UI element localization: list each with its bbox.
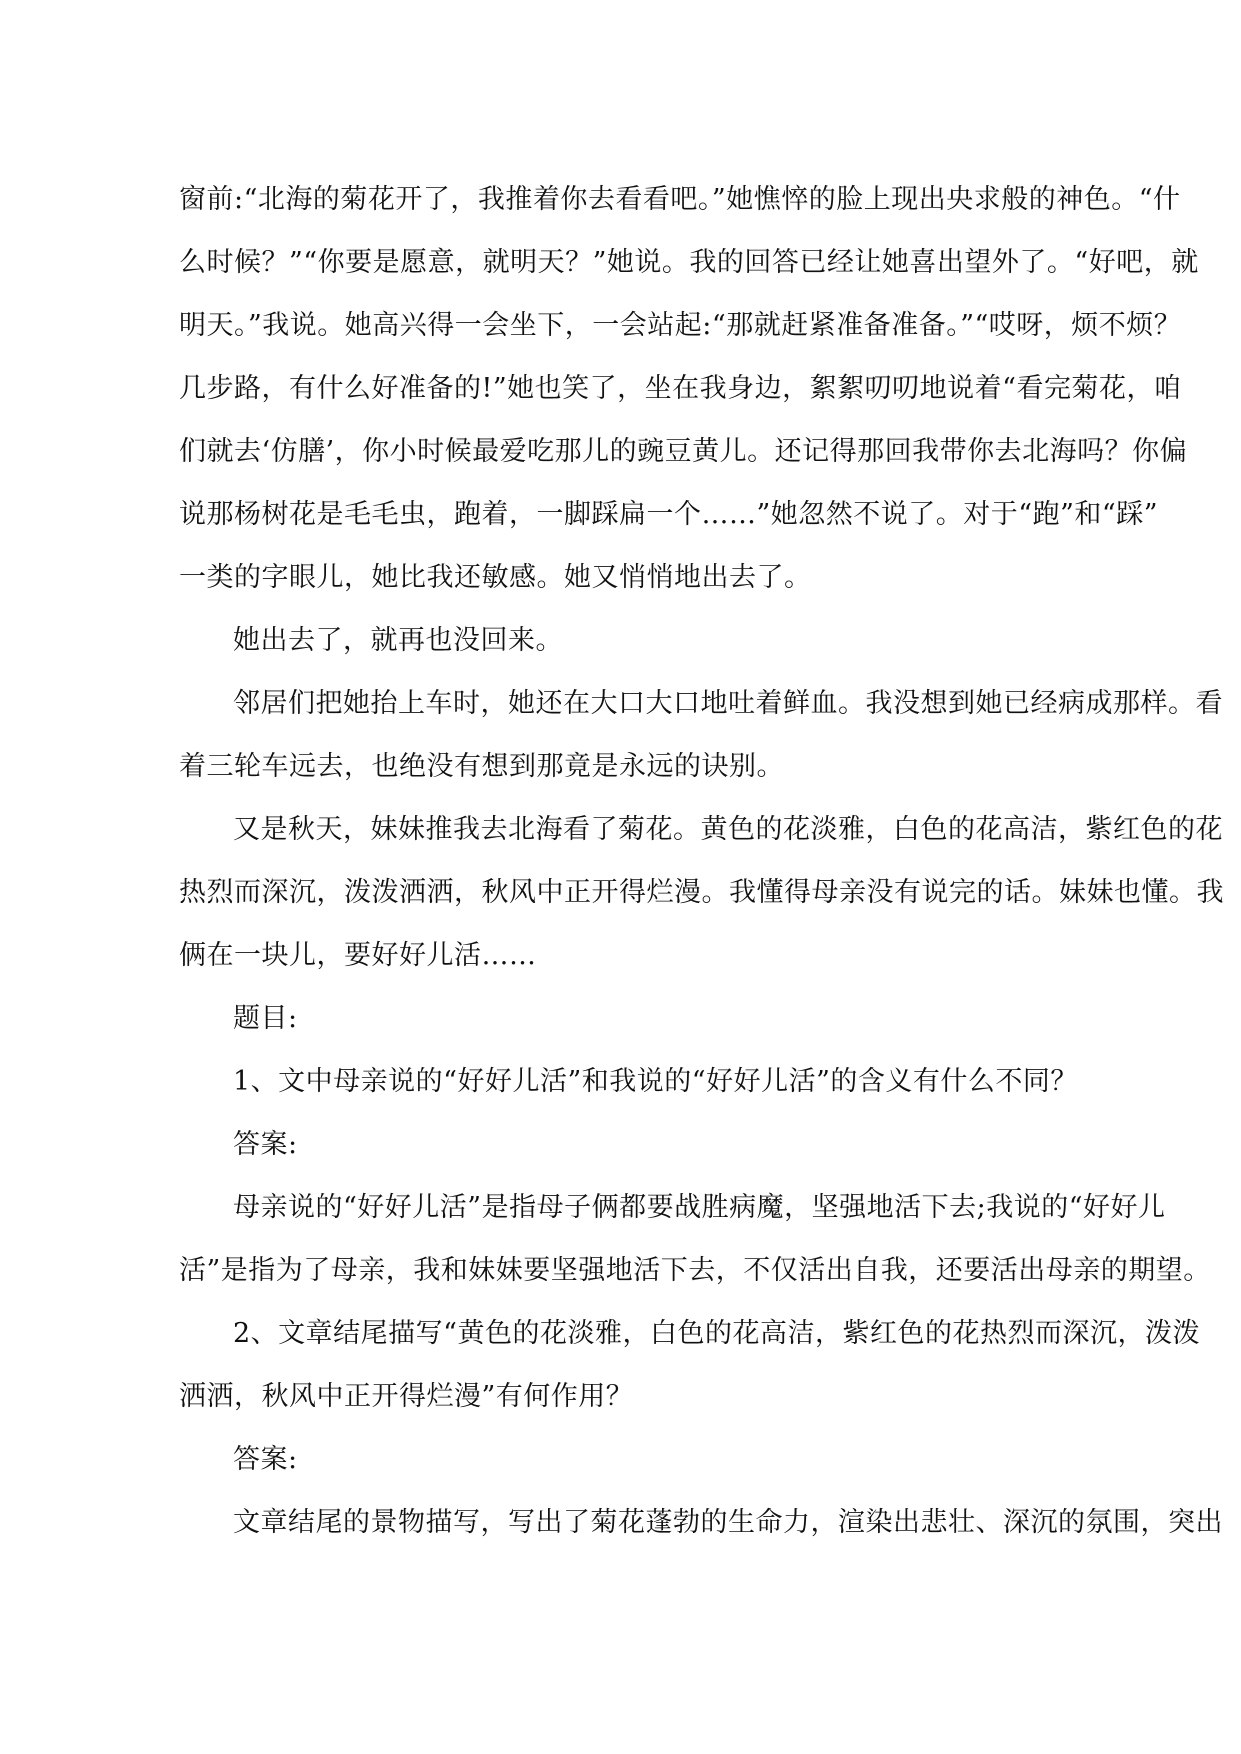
question-2: 2、文章结尾描写“黄色的花淡雅，白色的花高洁，紫红色的花热烈而深沉，泼泼 — [233, 1318, 1200, 1349]
answer-1-line: 活”是指为了母亲，我和妹妹要坚强地活下去，不仅活出自我，还要活出母亲的期望。 — [179, 1255, 1211, 1286]
answer-2-line: 文章结尾的景物描写，写出了菊花蓬勃的生命力，渲染出悲壮、深沉的氛围，突出 — [233, 1507, 1223, 1538]
text-line: 邻居们把她抬上车时，她还在大口大口地吐着鲜血。我没想到她已经病成那样。看 — [233, 688, 1223, 719]
answer-label: 答案: — [233, 1129, 298, 1160]
text-line: 几步路，有什么好准备的!”她也笑了，坐在我身边，絮絮叨叨地说着“看完菊花，咱 — [179, 373, 1182, 404]
text-line: 着三轮车远去，也绝没有想到那竟是永远的诀别。 — [179, 751, 784, 782]
question-1: 1、文中母亲说的“好好儿活”和我说的“好好儿活”的含义有什么不同？ — [233, 1066, 1078, 1097]
answer-label: 答案: — [233, 1444, 298, 1475]
answer-1-line: 母亲说的“好好儿活”是指母子俩都要战胜病魔，坚强地活下去;我说的“好好儿 — [233, 1192, 1166, 1223]
text-line: 说那杨树花是毛毛虫，跑着，一脚踩扁一个……”她忽然不说了。对于“跑”和“踩” — [179, 499, 1159, 530]
question-2: 洒洒，秋风中正开得烂漫”有何作用？ — [179, 1381, 634, 1412]
text-line: 们就去‘仿膳’，你小时候最爱吃那儿的豌豆黄儿。还记得那回我带你去北海吗？你偏 — [179, 436, 1188, 467]
text-line: 又是秋天，妹妹推我去北海看了菊花。黄色的花淡雅，白色的花高洁，紫红色的花 — [233, 814, 1223, 845]
question-heading: 题目: — [233, 1003, 298, 1034]
text-line: 一类的字眼儿，她比我还敏感。她又悄悄地出去了。 — [179, 562, 812, 593]
text-line: 窗前:“北海的菊花开了，我推着你去看看吧。”她憔悴的脸上现出央求般的神色。“什 — [179, 184, 1181, 215]
text-line: 俩在一块儿，要好好儿活…… — [179, 940, 537, 971]
text-line: 明天。”我说。她高兴得一会坐下，一会站起:“那就赶紧准备准备。”“哎呀，烦不烦？ — [179, 310, 1182, 341]
text-line: 她出去了，就再也没回来。 — [233, 625, 563, 656]
text-line: 热烈而深沉，泼泼洒洒，秋风中正开得烂漫。我懂得母亲没有说完的话。妹妹也懂。我 — [179, 877, 1224, 908]
text-line: 么时候？”“你要是愿意，就明天？”她说。我的回答已经让她喜出望外了。“好吧，就 — [179, 247, 1199, 278]
